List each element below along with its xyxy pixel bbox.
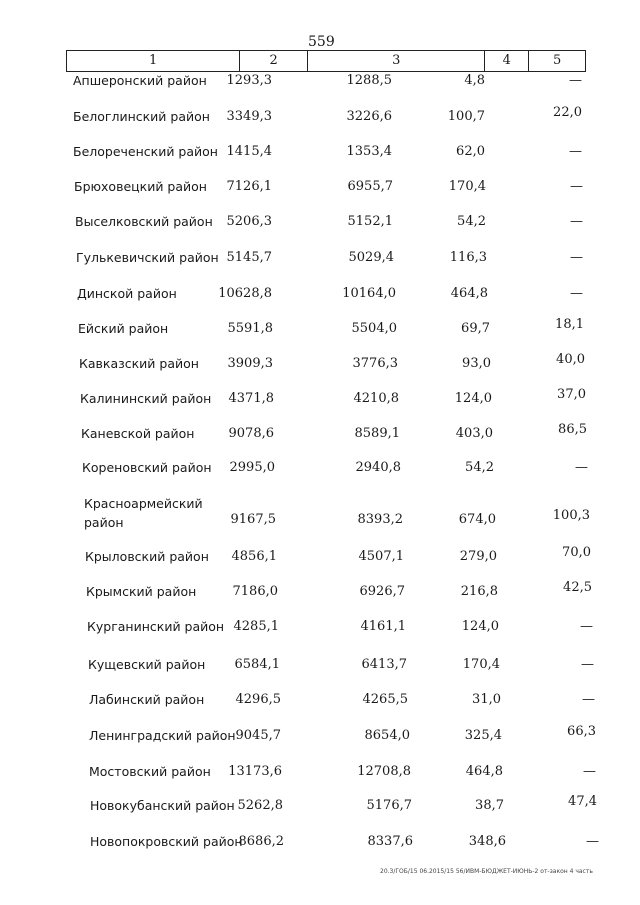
value-col-5: 37,0 [557,387,586,402]
value-col-4: 100,7 [447,109,485,124]
value-col-5: 70,0 [562,545,591,560]
value-col-2: 5206,3 [226,214,272,229]
district-name: Лабинский район [89,692,205,707]
column-header-3: 3 [308,51,485,71]
district-name: Красноармейский [84,496,203,511]
value-col-2: 9078,6 [228,426,274,441]
value-col-3: 10164,0 [342,286,396,301]
value-col-4: 464,8 [465,764,503,779]
value-col-4: 124,0 [461,619,499,634]
value-col-4: 116,3 [449,250,487,265]
value-col-3: 5176,7 [366,798,412,813]
value-col-5: — [586,834,599,849]
value-col-2: 9045,7 [235,728,281,743]
value-col-3: 4210,8 [353,391,399,406]
value-col-5: — [581,657,594,672]
value-col-3: 4161,1 [360,619,406,634]
value-col-2: 3909,3 [227,356,273,371]
value-col-4: 69,7 [461,321,490,336]
value-col-2: 13173,6 [228,764,282,779]
value-col-3: 1288,5 [346,73,392,88]
value-col-2: 9167,5 [230,512,276,527]
column-header-row [66,50,586,72]
value-col-5: 100,3 [552,508,590,523]
value-col-2: 7126,1 [226,179,272,194]
column-header-4: 4 [485,51,529,71]
district-name: Крыловский район [85,549,209,564]
value-col-5: 18,1 [555,317,584,332]
value-col-4: 216,8 [460,584,498,599]
value-col-5: 86,5 [558,422,587,437]
district-name: Калининский район [80,391,212,406]
district-name: Новокубанский район [90,798,235,813]
value-col-3: 6955,7 [347,179,393,194]
district-name: Каневской район [81,426,195,441]
district-name: Белоглинский район [73,109,210,124]
value-col-3: 1353,4 [346,144,392,159]
district-name: Выселковский район [75,214,213,229]
value-col-2: 4371,8 [228,391,274,406]
value-col-5: — [570,286,583,301]
value-col-4: 93,0 [462,356,491,371]
value-col-5: 40,0 [556,352,585,367]
district-name: Курганинский район [87,619,225,634]
value-col-2: 2995,0 [229,460,275,475]
district-name: Кореновский район [82,460,212,475]
value-col-4: 62,0 [456,144,485,159]
value-col-4: 403,0 [455,426,493,441]
value-col-2: 5591,8 [227,321,273,336]
footer-reference: 20.3/ГОБ/15 06.2015/15 56/ИВМ-БЮДЖЕТ-ИЮНЬ-2 от-закон 4 часть [380,868,593,875]
value-col-4: 54,2 [457,214,486,229]
value-col-5: — [569,73,582,88]
value-col-4: 124,0 [454,391,492,406]
value-col-5: — [583,764,596,779]
district-name: Крымский район [86,584,197,599]
district-name: Ленинградский район [89,728,236,743]
value-col-2: 5145,7 [226,250,272,265]
column-header-2: 2 [240,51,308,71]
value-col-5: — [582,692,595,707]
value-col-3: 8654,0 [364,728,410,743]
value-col-5: — [575,460,588,475]
district-name: Брюховецкий район [74,179,207,194]
column-header-1: 1 [67,51,240,71]
column-header-5: 5 [552,53,562,68]
value-col-5: 22,0 [553,105,582,120]
value-col-4: 4,8 [464,73,485,88]
value-col-4: 170,4 [462,657,500,672]
value-col-3: 8589,1 [354,426,400,441]
district-name: Апшеронский район [73,73,207,88]
value-col-3: 5029,4 [348,250,394,265]
value-col-4: 170,4 [448,179,486,194]
value-col-3: 4507,1 [358,549,404,564]
value-col-3: 6926,7 [359,584,405,599]
district-name: Белореченский район [73,144,218,159]
value-col-4: 54,2 [465,460,494,475]
value-col-2: 4856,1 [231,549,277,564]
value-col-2: 8686,2 [238,834,284,849]
value-col-5: — [570,214,583,229]
value-col-3: 5504,0 [351,321,397,336]
value-col-3: 12708,8 [357,764,411,779]
value-col-4: 348,6 [468,834,506,849]
value-col-4: 31,0 [472,692,501,707]
value-col-3: 8337,6 [367,834,413,849]
value-col-2: 6584,1 [234,657,280,672]
value-col-3: 8393,2 [357,512,403,527]
value-col-3: 3226,6 [346,109,392,124]
value-col-2: 3349,3 [226,109,272,124]
district-name: Кущевский район [88,657,206,672]
district-name: Кавказский район [79,356,199,371]
value-col-5: 47,4 [568,794,597,809]
value-col-5: — [580,619,593,634]
district-name: Динской район [77,286,177,301]
value-col-4: 674,0 [458,512,496,527]
district-name-line2: район [84,515,124,530]
district-name: Мостовский район [89,764,211,779]
value-col-2: 1415,4 [226,144,272,159]
value-col-2: 7186,0 [232,584,278,599]
value-col-4: 279,0 [459,549,497,564]
district-name: Гулькевичский район [76,250,219,265]
value-col-2: 5262,8 [237,798,283,813]
value-col-3: 6413,7 [361,657,407,672]
value-col-5: 42,5 [563,580,592,595]
value-col-2: 4296,5 [235,692,281,707]
district-name: Ейский район [78,321,169,336]
value-col-5: — [569,144,582,159]
value-col-3: 2940,8 [355,460,401,475]
value-col-5: — [570,250,583,265]
value-col-3: 5152,1 [347,214,393,229]
value-col-4: 38,7 [475,798,504,813]
value-col-2: 10628,8 [218,286,272,301]
value-col-2: 1293,3 [226,73,272,88]
value-col-3: 4265,5 [362,692,408,707]
value-col-4: 464,8 [450,286,488,301]
value-col-2: 4285,1 [233,619,279,634]
page-number: 559 [308,34,335,50]
value-col-3: 3776,3 [352,356,398,371]
value-col-4: 325,4 [464,728,502,743]
value-col-5: 66,3 [567,724,596,739]
value-col-5: — [570,179,583,194]
district-name: Новопокровский район [90,834,243,849]
